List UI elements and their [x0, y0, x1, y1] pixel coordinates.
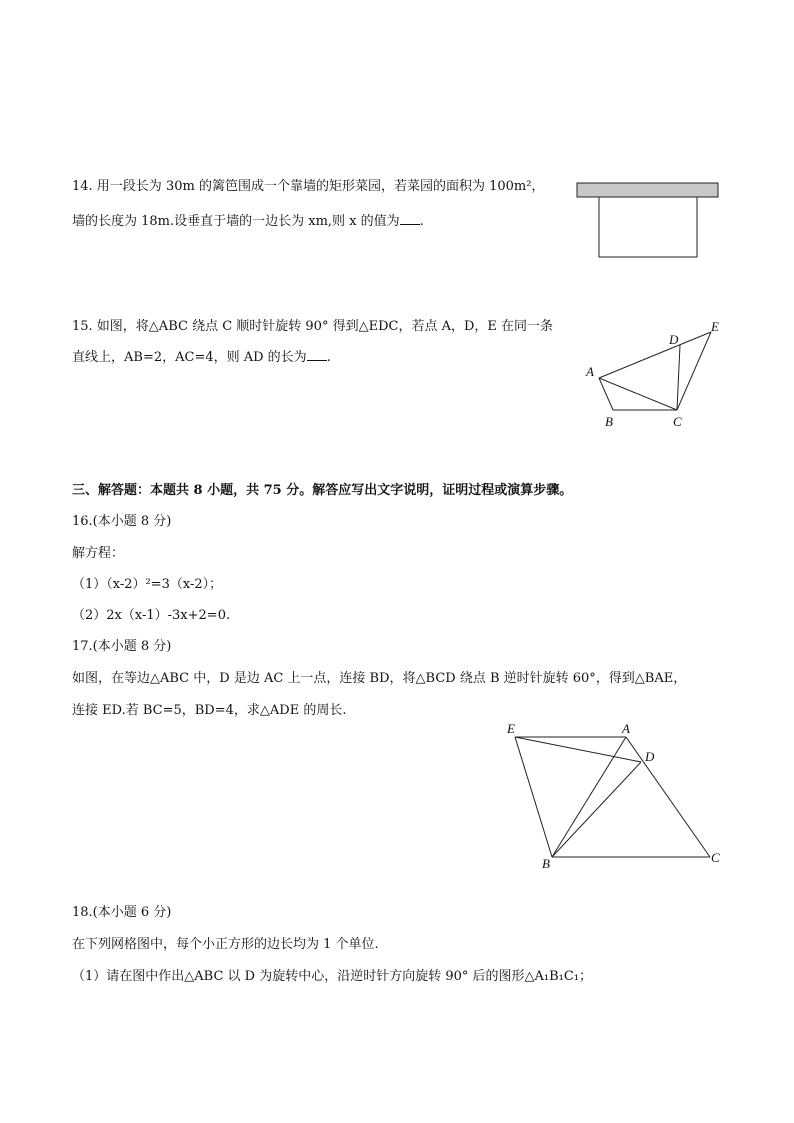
label-D: D [669, 332, 679, 347]
q18-line-2: （1）请在图中作出△ABC 以 D 为旋转中心，沿逆时针方向旋转 90° 后的图形△A₁B₁C₁； [72, 969, 593, 984]
segment-BD [552, 762, 641, 857]
segment-AC [626, 737, 710, 857]
q17-line-1: 如图，在等边△ABC 中，D 是边 AC 上一点，连接 BD，将△BCD 绕点 B 逆时针旋转 60°，得到△BAE， [72, 671, 687, 686]
label-E: E [507, 721, 515, 736]
q16-equation-1: （1）（x-2）²=3（x-2）； [72, 577, 223, 592]
q16-title: 16.(本小题 8 分) [72, 514, 172, 529]
q15-line-2: 直线上，AB=2，AC=4，则 AD 的长为 . [72, 350, 331, 365]
q14-line-1: 14. 用一段长为 30m 的篱笆围成一个靠墙的矩形菜园，若菜园的面积为 100m²， [72, 179, 545, 194]
wall-bar [577, 183, 718, 197]
q18-title: 18.(本小题 6 分) [72, 905, 172, 920]
label-E: E [711, 319, 719, 334]
label-D: D [645, 749, 655, 764]
segment-ED [515, 737, 641, 762]
q16-prompt: 解方程： [72, 546, 125, 561]
label-C: C [711, 850, 720, 865]
answer-blank [400, 212, 420, 225]
q17-figure-equilateral [505, 720, 730, 872]
answer-blank [307, 348, 327, 361]
section-3-heading: 三、解答题：本题共 8 小题，共 75 分。解答应写出文字说明，证明过程或演算步骤。 [72, 483, 573, 498]
segment-BE [515, 737, 552, 857]
label-C: C [673, 414, 682, 429]
segment-BA [552, 737, 626, 857]
label-B: B [542, 856, 550, 871]
q14-figure-wall-garden [575, 181, 723, 261]
segment-DC [677, 345, 680, 410]
garden-rectangle [599, 197, 697, 257]
label-B: B [605, 414, 613, 429]
label-A: A [622, 721, 630, 736]
label-A: A [586, 364, 594, 379]
q17-line-2: 连接 ED.若 BC=5，BD=4，求△ADE 的周长. [72, 703, 347, 718]
q15-figure-rotation [583, 318, 728, 433]
q17-title: 17.(本小题 8 分) [72, 639, 172, 654]
q16-equation-2: （2）2x（x-1）-3x+2=0. [72, 608, 231, 623]
q14-line-2: 墙的长度为 18m.设垂直于墙的一边长为 xm,则 x 的值为 . [72, 214, 424, 229]
q18-line-1: 在下列网格图中，每个小正方形的边长均为 1 个单位. [72, 937, 379, 952]
q15-line-1: 15. 如图，将△ABC 绕点 C 顺时针旋转 90° 得到△EDC，若点 A，D，E 在同一条 [72, 319, 554, 334]
